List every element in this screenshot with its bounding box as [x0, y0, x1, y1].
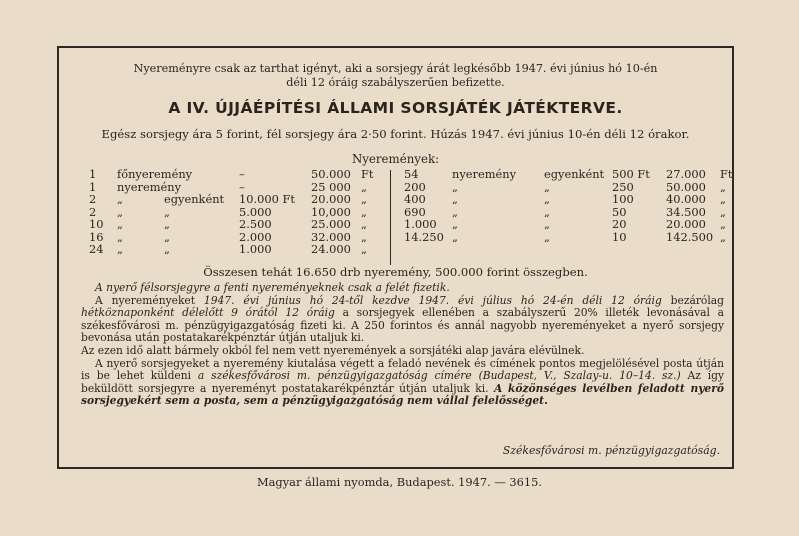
- prize-each: „: [544, 229, 550, 244]
- prize-total: 142.500: [666, 229, 714, 244]
- deadline-notice-line-1: Nyereményre csak az tarthat igényt, aki a sorsjegy árát legkésőbb 1947. évi június hó 10-én: [133, 62, 658, 75]
- prize-table-divider: [390, 170, 391, 265]
- prize-total: 25 000: [311, 179, 351, 194]
- prize-name: főnyeremény: [117, 167, 193, 181]
- document-frame: [57, 46, 734, 469]
- prize-count: 14.250: [404, 229, 444, 244]
- prize-amount: 500 Ft: [612, 167, 650, 181]
- prize-count: 16: [89, 229, 104, 244]
- left-prize-table: [89, 168, 384, 256]
- prize-amount: 2.500: [239, 217, 272, 231]
- prize-amount: 2.000: [239, 229, 272, 244]
- issuer-signature: Székesfővárosi m. pénzügyigazgatóság.: [502, 444, 720, 457]
- prize-unit: „: [720, 229, 726, 244]
- mail-address: a székesfővárosi m. pénzügyigazgatóság címére (Budapest, V., Szalay-u. 10–14. sz.): [197, 369, 681, 383]
- prize-name: „: [452, 179, 458, 194]
- page-title: A IV. ÚJJÁÉPÍTÉSI ÁLLAMI SORSJÁTÉK JÁTÉKTERVE.: [168, 99, 623, 117]
- prize-each: „: [544, 217, 550, 231]
- prize-amount: 50: [612, 204, 627, 219]
- prize-unit: Ft: [361, 167, 374, 181]
- prize-count: 690: [404, 204, 426, 219]
- prize-name: „: [117, 204, 123, 219]
- prize-unit: „: [361, 229, 367, 244]
- prize-amount: 10.000 Ft: [239, 192, 295, 206]
- prize-total: 25.000: [311, 217, 351, 231]
- prize-each: „: [164, 204, 170, 219]
- prize-amount: 250: [612, 179, 634, 194]
- prize-count: 1: [89, 179, 97, 194]
- prize-each: „: [164, 217, 170, 231]
- prize-count: 2: [89, 192, 97, 206]
- prize-unit: Ft: [720, 167, 733, 181]
- prize-row: [404, 193, 724, 206]
- prize-count: 1: [89, 167, 97, 181]
- prize-each: egyenként: [544, 167, 605, 181]
- prize-name: „: [117, 229, 123, 244]
- prize-row: [404, 218, 724, 231]
- prize-amount: –: [239, 167, 245, 181]
- prizes-heading: Nyeremények:: [351, 152, 440, 166]
- prize-amount: 10: [612, 229, 627, 244]
- prize-count: 54: [404, 167, 419, 181]
- prize-amount: 20: [612, 217, 627, 231]
- prize-unit: „: [361, 242, 367, 256]
- right-prize-table: [404, 167, 733, 244]
- prize-name: „: [117, 242, 123, 256]
- prize-count: 400: [404, 192, 426, 206]
- prize-row: [89, 193, 384, 206]
- prize-total: 27.000: [666, 167, 706, 181]
- prize-total: 50.000: [311, 167, 351, 181]
- payout-text-c: bezárólag: [670, 293, 724, 307]
- prize-name: „: [452, 192, 458, 206]
- mail-text-c: Az így beküldött sorsjegyre a nyereményt postatakarékpénztár útján utaljuk ki.: [81, 369, 724, 395]
- printer-imprint: Magyar állami nyomda, Budapest. 1947. — 3615.: [256, 475, 543, 489]
- prize-amount: –: [239, 179, 245, 194]
- prize-total: 10,000: [311, 204, 351, 219]
- prize-row: [89, 218, 384, 231]
- prize-each: egyenként: [164, 192, 225, 206]
- prize-unit: „: [361, 179, 367, 194]
- prize-count: 2: [89, 204, 97, 219]
- prize-name: „: [452, 217, 458, 231]
- prize-total: 20.000: [311, 192, 351, 206]
- prize-name: „: [452, 204, 458, 219]
- payout-paragraph: [81, 295, 724, 345]
- prize-each: „: [164, 242, 170, 256]
- prize-total: 24.000: [311, 242, 351, 256]
- prize-row: [404, 167, 733, 181]
- prize-amount: 100: [612, 192, 634, 206]
- mail-text-a: A nyerő sorsjegyeket a nyeremény kiutalása végett a feladó nevének és címének pontos megjelölésével posta útján is be lehet küldeni: [81, 356, 724, 383]
- half-ticket-note: A nyerő félsorsjegyre a fenti nyereményeknek csak a felét fizetik.: [95, 281, 450, 294]
- prize-unit: „: [361, 204, 367, 219]
- liability-disclaimer: A közönséges levélben feladott nyerő sorsjegyekért sem a posta, sem a pénzügyigazgatóság nem vállal felelősséget.: [81, 381, 724, 408]
- rules-text: [81, 282, 724, 408]
- prize-total: 50.000: [666, 179, 706, 194]
- prize-each: „: [164, 229, 170, 244]
- total-summary: Összesen tehát 16.650 drb nyeremény, 500.000 forint összegben.: [203, 265, 588, 279]
- prize-amount: 5.000: [239, 204, 272, 219]
- deadline-notice-line-2: déli 12 óráig szabályszerűen befizette.: [286, 76, 505, 89]
- payout-hours: hétköznaponként délelőtt 9 órától 12 óráig: [81, 306, 335, 320]
- prize-name: nyeremény: [117, 179, 182, 194]
- mail-paragraph: [81, 358, 724, 408]
- payout-text-a: A nyereményeket: [95, 293, 196, 307]
- prize-unit: „: [720, 179, 726, 194]
- prize-unit: „: [361, 217, 367, 231]
- prize-row: [89, 243, 384, 256]
- prize-unit: „: [720, 217, 726, 231]
- prize-total: 40.000: [666, 192, 706, 206]
- prize-each: „: [544, 192, 550, 206]
- prize-name: nyeremény: [452, 167, 517, 181]
- prize-count: 200: [404, 179, 426, 194]
- prize-unit: „: [361, 192, 367, 206]
- prize-count: 10: [89, 217, 104, 231]
- prize-count: 1.000: [404, 217, 437, 231]
- prize-total: 20.000: [666, 217, 706, 231]
- prize-amount: 1.000: [239, 242, 272, 256]
- prize-name: „: [452, 229, 458, 244]
- prize-count: 24: [89, 242, 104, 256]
- payout-text-e: a sorsjegyek ellenében a szabályszerű 20% illeték levonásával a székesfővárosi m. pénzügyigazgatóság fizeti ki. A 250 forintos és annál nagyobb nyereményeket a nyerő sorsjegy bevonása után postatakarékpénztár útján utaljuk ki.: [81, 306, 724, 345]
- prize-total: 32.000: [311, 229, 351, 244]
- expiry-paragraph: Az ezen idő alatt bármely okból fel nem vett nyeremények a sorsjátéki alap javára elévülnek.: [81, 343, 585, 357]
- prize-name: „: [117, 192, 123, 206]
- prize-each: „: [544, 179, 550, 194]
- price-and-draw-info: Egész sorsjegy ára 5 forint, fél sorsjegy ára 2·50 forint. Húzás 1947. évi június 10-én déli 12 órakor.: [101, 127, 690, 141]
- payout-period: 1947. évi június hó 24-től kezdve 1947. évi július hó 24-én déli 12 óráig: [203, 293, 662, 307]
- prize-name: „: [117, 217, 123, 231]
- prize-unit: „: [720, 192, 726, 206]
- prize-total: 34.500: [666, 204, 706, 219]
- prize-each: „: [544, 204, 550, 219]
- prize-unit: „: [720, 204, 726, 219]
- prize-row: [404, 231, 724, 244]
- prize-row: [89, 168, 384, 181]
